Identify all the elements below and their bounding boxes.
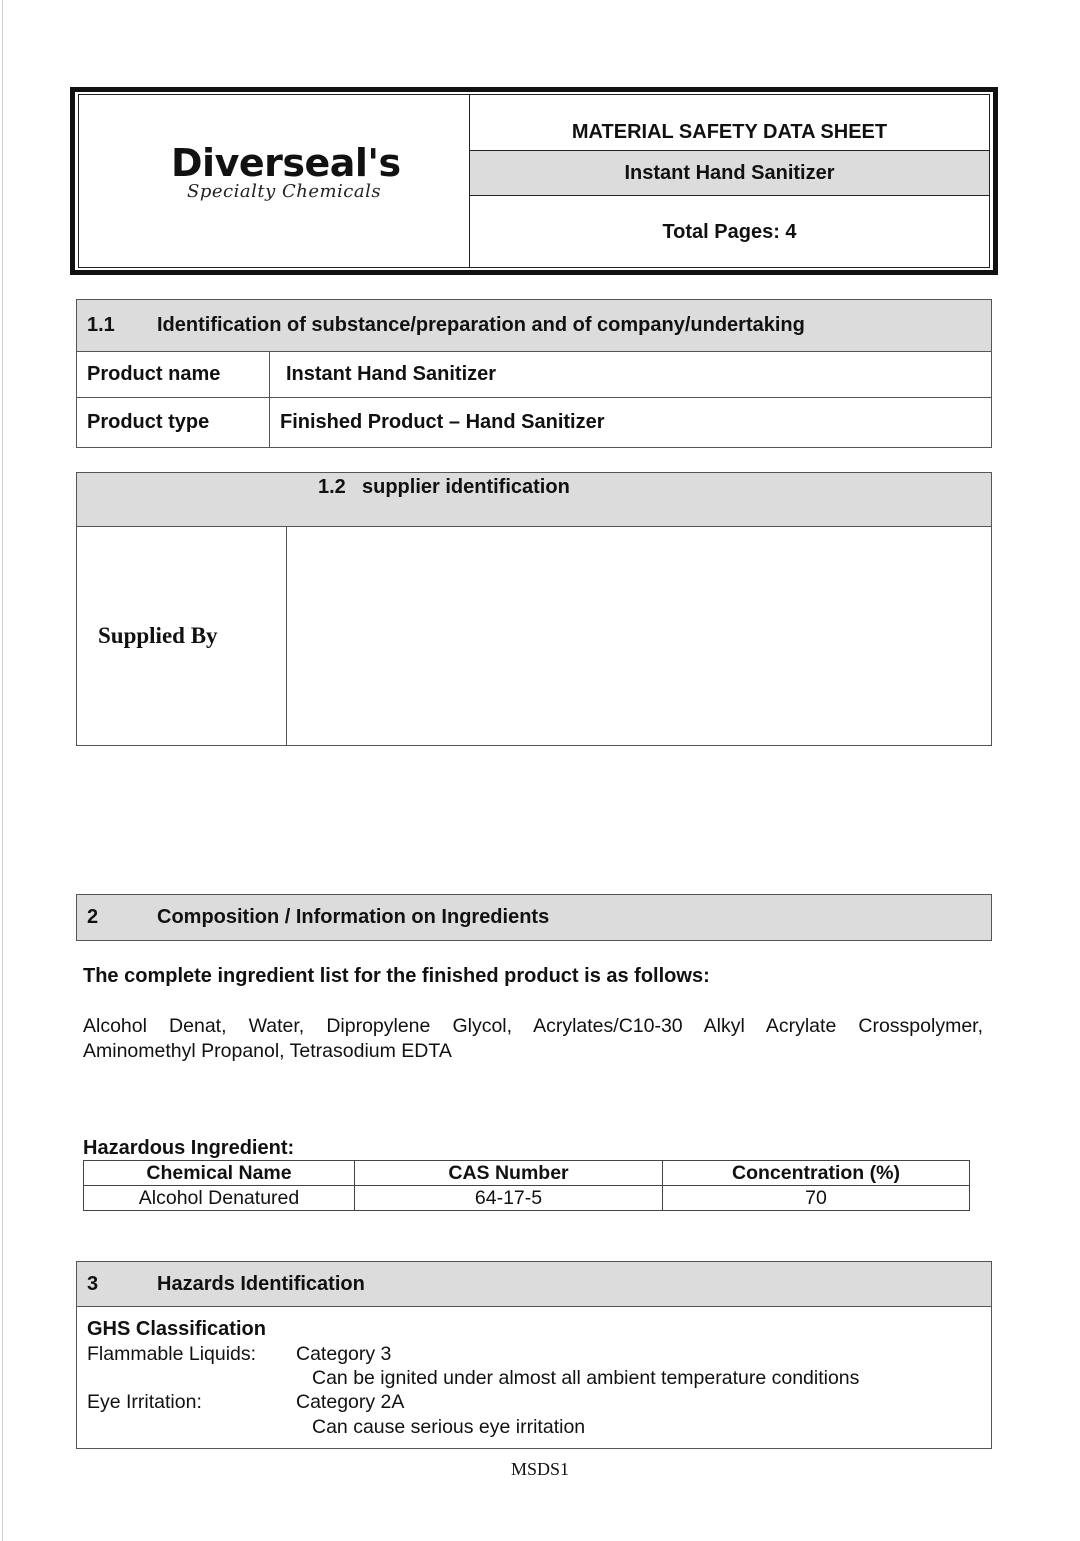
product-title: Instant Hand Sanitizer xyxy=(470,151,989,196)
header-box xyxy=(78,94,990,268)
section-1-2-header xyxy=(77,473,991,526)
header-info xyxy=(470,95,989,267)
supplied-by-value xyxy=(287,527,991,745)
table-cell: Alcohol Denatured xyxy=(84,1186,355,1211)
table-header-cell: Concentration (%) xyxy=(663,1161,970,1186)
section-number: 1.2 xyxy=(318,476,346,498)
product-type-value: Finished Product – Hand Sanitizer xyxy=(280,411,605,433)
section-title: Identification of substance/preparation and of company/undertaking xyxy=(157,314,805,336)
product-name-value: Instant Hand Sanitizer xyxy=(286,363,497,385)
page-edge-line xyxy=(2,0,3,1541)
product-type-row xyxy=(77,397,991,447)
ingredients-line-2: Aminomethyl Propanol, Tetrasodium EDTA xyxy=(83,1040,452,1062)
ghs-item-category: Category 2A xyxy=(296,1391,405,1413)
section-number: 3 xyxy=(87,1272,99,1295)
section-2-header-box xyxy=(76,894,992,941)
company-logo: Diverseal's xyxy=(171,141,401,185)
section-3-header xyxy=(77,1262,991,1307)
table-row xyxy=(84,1186,970,1211)
ghs-item-note: Can cause serious eye irritation xyxy=(312,1416,586,1438)
product-name-row xyxy=(77,351,991,397)
product-name-label: Product name xyxy=(77,352,270,397)
section-title: Hazards Identification xyxy=(157,1272,365,1295)
supplied-by-row xyxy=(77,526,991,745)
ingredients-line-1: Alcohol Denat, Water, Dipropylene Glycol, Acrylates/C10-30 Alkyl Acrylate Crosspolymer, xyxy=(83,1015,983,1037)
ghs-item-category: Category 3 xyxy=(296,1343,392,1365)
table-header-cell: Chemical Name xyxy=(84,1161,355,1186)
table-cell: 70 xyxy=(663,1186,970,1211)
section-number: 1.1 xyxy=(87,314,115,336)
section-2-header xyxy=(77,895,991,940)
product-type-label: Product type xyxy=(77,398,270,447)
hazardous-label: Hazardous Ingredient: xyxy=(83,1137,295,1159)
table-cell: 64-17-5 xyxy=(355,1186,663,1211)
section-title: Composition / Information on Ingredients xyxy=(157,906,550,928)
section-number: 2 xyxy=(87,906,99,928)
company-tagline: Specialty Chemicals xyxy=(187,181,382,202)
ghs-title: GHS Classification xyxy=(87,1318,266,1340)
logo-cell xyxy=(79,95,470,267)
hazardous-ingredient-table xyxy=(83,1160,970,1211)
ghs-item-label: Eye Irritation: xyxy=(87,1391,202,1413)
section-1-1 xyxy=(76,299,992,448)
total-pages: Total Pages: 4 xyxy=(662,221,797,243)
ingredient-intro: The complete ingredient list for the finished product is as follows: xyxy=(83,965,710,987)
section-1-2 xyxy=(76,472,992,746)
ghs-item-label: Flammable Liquids: xyxy=(87,1343,257,1365)
supplied-by-label: Supplied By xyxy=(77,527,287,745)
document-title: MATERIAL SAFETY DATA SHEET xyxy=(470,95,989,151)
ghs-item-note: Can be ignited under almost all ambient temperature conditions xyxy=(312,1367,860,1389)
section-3 xyxy=(76,1261,992,1449)
section-title: supplier identification xyxy=(362,476,570,498)
section-1-1-header xyxy=(77,300,991,351)
page-footer: MSDS1 xyxy=(510,1459,570,1479)
table-header-cell: CAS Number xyxy=(355,1161,663,1186)
table-header-row xyxy=(84,1161,970,1186)
